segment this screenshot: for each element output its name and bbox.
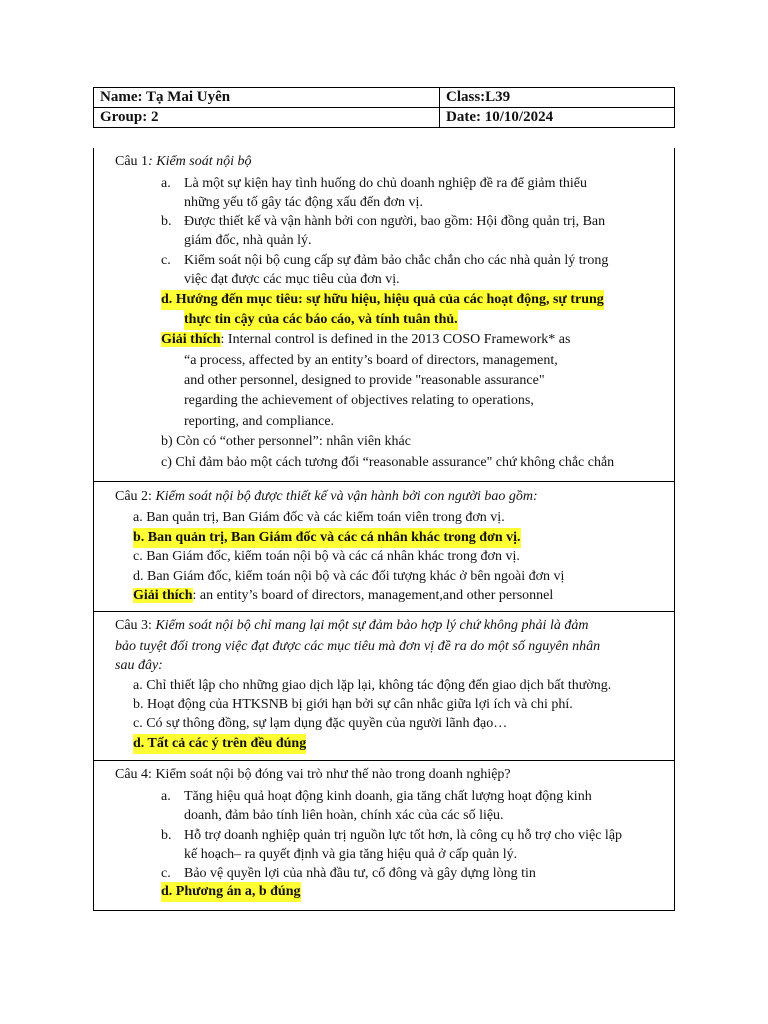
option-c-text: Kiểm soát nội bộ cung cấp sự đảm bảo chắc chắn cho các nhà quản lý trong (184, 253, 609, 268)
student-info-table (93, 87, 675, 128)
question-2-box (93, 481, 675, 612)
explanation-text: regarding the achievement of objectives relating to operations, (184, 393, 534, 408)
option-a-marker: a. (161, 789, 171, 804)
question-4-title: Câu 4: Kiểm soát nội bộ đóng vai trò như thế nào trong doanh nghiệp? (115, 767, 511, 782)
question-number: Câu 1 (115, 154, 149, 169)
student-class: Class:L39 (440, 88, 675, 108)
option-a-marker: a. (161, 176, 171, 191)
option-c: c. Ban Giám đốc, kiểm toán nội bộ và các cá nhân khác trong đơn vị. (133, 549, 520, 564)
correct-answer: thực tin cậy của các báo cáo, và tính tuân thủ. (184, 310, 458, 330)
option-b-text: Hỗ trợ doanh nghiệp quản trị nguồn lực tốt hơn, là công cụ hỗ trợ cho việc lập (184, 828, 623, 843)
option-a-text: doanh, đảm bảo tính liên hoàn, chính xác của các số liệu. (184, 808, 504, 823)
question-text: sau đây: (115, 658, 163, 673)
question-4-box (93, 760, 675, 911)
question-3-title (115, 616, 588, 636)
correct-answer: b. Ban quản trị, Ban Giám đốc và các cá nhân khác trong đơn vị. (133, 528, 521, 548)
explanation-text: reporting, and compliance. (184, 414, 335, 429)
question-1-box (93, 148, 675, 482)
student-info-row (94, 88, 675, 108)
option-c-marker: c. (161, 253, 171, 268)
option-b: b. Hoạt động của HTKSNB bị giới hạn bởi sự cân nhắc giữa lợi ích và chi phí. (133, 697, 573, 712)
explanation-text: and other personnel, designed to provide "reasonable assurance" (184, 373, 545, 388)
explanation-text: : an entity’s board of directors, management,and other personnel (192, 588, 554, 603)
option-a: a. Ban quản trị, Ban Giám đốc và các kiểm toán viên trong đơn vị. (133, 510, 505, 525)
correct-answer: d. Hướng đến mục tiêu: sự hữu hiệu, hiệu quả của các hoạt động, sự trung (161, 290, 604, 310)
explanation (133, 586, 553, 606)
question-topic: : Kiểm soát nội bộ (148, 154, 252, 169)
option-b-marker: b. (161, 828, 172, 843)
correct-answer: d. Tất cả các ý trên đều đúng (133, 734, 306, 754)
option-b-marker: b. (161, 214, 172, 229)
explanation-label: Giải thích (161, 332, 221, 347)
question-number: Câu 3: (115, 618, 156, 633)
question-text: bảo tuyệt đối trong việc đạt được các mục tiêu mà đơn vị đề ra do một số nguyên nhân (115, 639, 601, 654)
option-a-text: Là một sự kiện hay tình huống do chủ doanh nghiệp đề ra để giảm thiểu (184, 176, 587, 191)
option-c-marker: c. (161, 866, 171, 881)
option-c-text: Bảo vệ quyền lợi của nhà đầu tư, cổ đông và gây dựng lòng tin (184, 866, 536, 881)
option-a-text: Tăng hiệu quả hoạt động kinh doanh, gia tăng chất lượng hoạt động kinh (184, 789, 592, 804)
student-group: Group: 2 (94, 108, 440, 128)
option-c: c. Có sự thông đồng, sự lạm dụng đặc quyền của người lãnh đạo… (133, 716, 508, 731)
explanation-text: : Internal control is defined in the 2013 COSO Framework* as (220, 332, 571, 347)
explanation-label: Giải thích (133, 588, 193, 603)
student-info-row (94, 108, 675, 128)
question-1-title (115, 152, 252, 172)
explanation-note: c) Chỉ đảm bảo một cách tương đối “reasonable assurance" chứ không chắc chắn (161, 455, 615, 470)
question-text: Kiểm soát nội bộ được thiết kế và vận hành bởi con người bao gồm: (155, 489, 538, 504)
question-number: Câu 2: (115, 489, 156, 504)
option-d: d. Ban Giám đốc, kiểm toán nội bộ và các đối tượng khác ở bên ngoài đơn vị (133, 569, 565, 584)
student-name: Name: Tạ Mai Uyên (94, 88, 440, 108)
submission-date: Date: 10/10/2024 (440, 108, 675, 128)
explanation-text: “a process, affected by an entity’s board of directors, management, (184, 353, 558, 368)
option-a: a. Chỉ thiết lập cho những giao dịch lặp lại, không tác động đến giao dịch bất thường. (133, 678, 612, 693)
explanation (161, 330, 570, 350)
correct-answer: d. Phương án a, b đúng (161, 882, 301, 902)
option-b-text: giám đốc, nhà quản lý. (184, 233, 312, 248)
question-text: Kiểm soát nội bộ chỉ mang lại một sự đảm bảo hợp lý chứ không phải là đảm (155, 618, 589, 633)
question-3-box (93, 611, 675, 761)
option-b-text: kế hoạch– ra quyết định và gia tăng hiệu quả ở cấp quản lý. (184, 847, 518, 862)
option-a-text: những yếu tố gây tác động xấu đến đơn vị. (184, 195, 423, 210)
explanation-note: b) Còn có “other personnel”: nhân viên khác (161, 434, 411, 449)
question-2-title (115, 487, 538, 507)
option-c-text: việc đạt được các mục tiêu của đơn vị. (184, 272, 400, 287)
option-b-text: Được thiết kế và vận hành bởi con người, bao gồm: Hội đồng quản trị, Ban (184, 214, 606, 229)
